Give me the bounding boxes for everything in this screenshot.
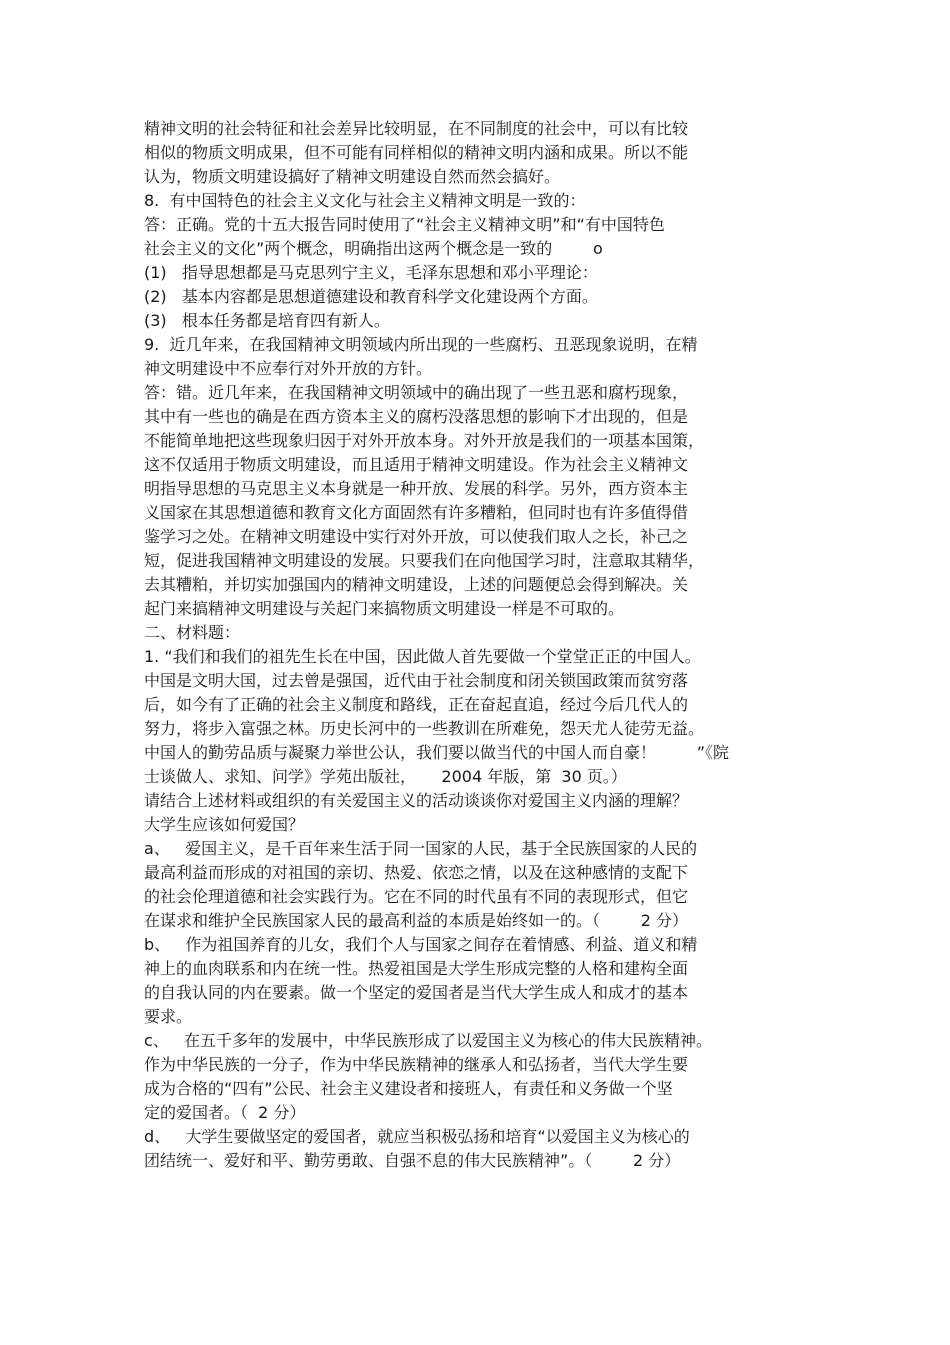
material-question-line: 大学生应该如何爱国？ <box>144 815 305 834</box>
material-quote-line: 后，如今有了正确的社会主义制度和路线，正在奋起直追，经过今后几代人的 <box>144 695 689 714</box>
text-line: 相似的物质文明成果，但不可能有同样相似的精神文明内涵和成果。所以不能 <box>144 143 689 162</box>
answer-a-line: 最高利益而形成的对祖国的亲切、热爱、依恋之情，以及在这种感情的支配下 <box>144 863 689 882</box>
document-body <box>144 117 824 1173</box>
answer-8-line: 社会主义的文化”两个概念，明确指出这两个概念是一致的 o <box>144 239 603 258</box>
question-9-heading: 9. 近几年来，在我国精神文明领域内所出现的一些腐朽、丑恶现象说明，在精 <box>144 335 698 354</box>
answer-a-line: 的社会伦理道德和社会实践行为。它在不同的时代虽有不同的表现形式，但它 <box>144 887 689 906</box>
answer-9-line: 这不仅适用于物质文明建设，而且适用于精神文明建设。作为社会主义精神文 <box>144 455 689 474</box>
answer-c-line: 定的爱国者。（ 2 分） <box>144 1103 306 1122</box>
answer-b-line: 要求。 <box>144 1007 193 1026</box>
material-quote-line: 努力，将步入富强之林。历史长河中的一些教训在所难免，怨天尤人徒劳无益。 <box>144 719 705 738</box>
section-heading: 二、材料题： <box>144 623 241 642</box>
question-8-heading: 8. 有中国特色的社会主义文化与社会主义精神文明是一致的： <box>144 191 586 210</box>
answer-9-line: 鉴学习之处。在精神文明建设中实行对外开放，可以使我们取人之长，补己之 <box>144 527 689 546</box>
answer-c-line: 成为合格的“四有”公民、社会主义建设者和接班人，有责任和义务做一个坚 <box>144 1079 673 1098</box>
answer-9-line: 去其糟粕，并切实加强国内的精神文明建设，上述的问题便总会得到解决。关 <box>144 575 689 594</box>
answer-b-line: 神上的血肉联系和内在统一性。热爱祖国是大学生形成完整的人格和建构全面 <box>144 959 689 978</box>
material-source-line: 士谈做人、求知、问学》学苑出版社， 2004 年版，第 30 页。） <box>144 767 627 786</box>
text-line: 认为，物质文明建设搞好了精神文明建设自然而然会搞好。 <box>144 167 561 186</box>
answer-c-line: 作为中华民族的一分子，作为中华民族精神的继承人和弘扬者，当代大学生要 <box>144 1055 689 1074</box>
answer-9-line: 明指导思想的马克思主义本身就是一种开放、发展的科学。另外，西方资本主 <box>144 479 689 498</box>
answer-9-line: 短，促进我国精神文明建设的发展。只要我们在向他国学习时，注意取其精华， <box>144 551 705 570</box>
answer-8-line: 答：正确。党的十五大报告同时使用了“社会主义精神文明”和“有中国特色 <box>144 215 665 234</box>
answer-8-item-2: (2) 基本内容都是思想道德建设和教育科学文化建设两个方面。 <box>144 287 598 306</box>
answer-9-line: 答：错。近几年来，在我国精神文明领域中的确出现了一些丑恶和腐朽现象， <box>144 383 689 402</box>
material-quote-line: 中国是文明大国，过去曾是强国，近代由于社会制度和闭关锁国政策而贫穷落 <box>144 671 689 690</box>
text-line: 精神文明的社会特征和社会差异比较明显，在不同制度的社会中，可以有比较 <box>144 119 689 138</box>
answer-b-line: 的自我认同的内在要素。做一个坚定的爱国者是当代大学生成人和成才的基本 <box>144 983 689 1002</box>
answer-8-item-1: (1) 指导思想都是马克思列宁主义，毛泽东思想和邓小平理论： <box>144 263 598 282</box>
answer-9-line: 其中有一些也的确是在西方资本主义的腐朽没落思想的影响下才出现的，但是 <box>144 407 689 426</box>
question-9-heading: 神文明建设中不应奉行对外开放的方针。 <box>144 359 433 378</box>
material-quote-line: 1. “我们和我们的祖先生长在中国，因此做人首先要做一个堂堂正正的中国人。 <box>144 647 701 666</box>
material-question-line: 请结合上述材料或组织的有关爱国主义的活动谈谈你对爱国主义内涵的理解？ <box>144 791 689 810</box>
answer-a-line: a、 爱国主义，是千百年来生活于同一国家的人民，基于全民族国家的人民的 <box>144 839 698 858</box>
answer-d-line: d、 大学生要做坚定的爱国者，就应当积极弘扬和培育“以爱国主义为核心的 <box>144 1127 690 1146</box>
material-quote-line: 中国人的勤劳品质与凝聚力举世公认，我们要以做当代的中国人而自豪！ ”《院 <box>144 743 729 762</box>
answer-b-line: b、 作为祖国养育的儿女，我们个人与国家之间存在着情感、利益、道义和精 <box>144 935 698 954</box>
answer-8-item-3: (3) 根本任务都是培育四有新人。 <box>144 311 390 330</box>
answer-d-line: 团结统一、爱好和平、勤劳勇敢、自强不息的伟大民族精神”。（ 2 分） <box>144 1151 681 1170</box>
answer-9-line: 不能简单地把这些现象归因于对外开放本身。对外开放是我们的一项基本国策， <box>144 431 705 450</box>
answer-c-line: c、 在五千多年的发展中，中华民族形成了以爱国主义为核心的伟大民族精神。 <box>144 1031 713 1050</box>
answer-9-line: 义国家在其思想道德和教育文化方面固然有许多糟粕，但同时也有许多值得借 <box>144 503 689 522</box>
answer-a-line: 在谋求和维护全民族国家人民的最高利益的本质是始终如一的。（ 2 分） <box>144 911 688 930</box>
answer-9-line: 起门来搞精神文明建设与关起门来搞物质文明建设一样是不可取的。 <box>144 599 625 618</box>
